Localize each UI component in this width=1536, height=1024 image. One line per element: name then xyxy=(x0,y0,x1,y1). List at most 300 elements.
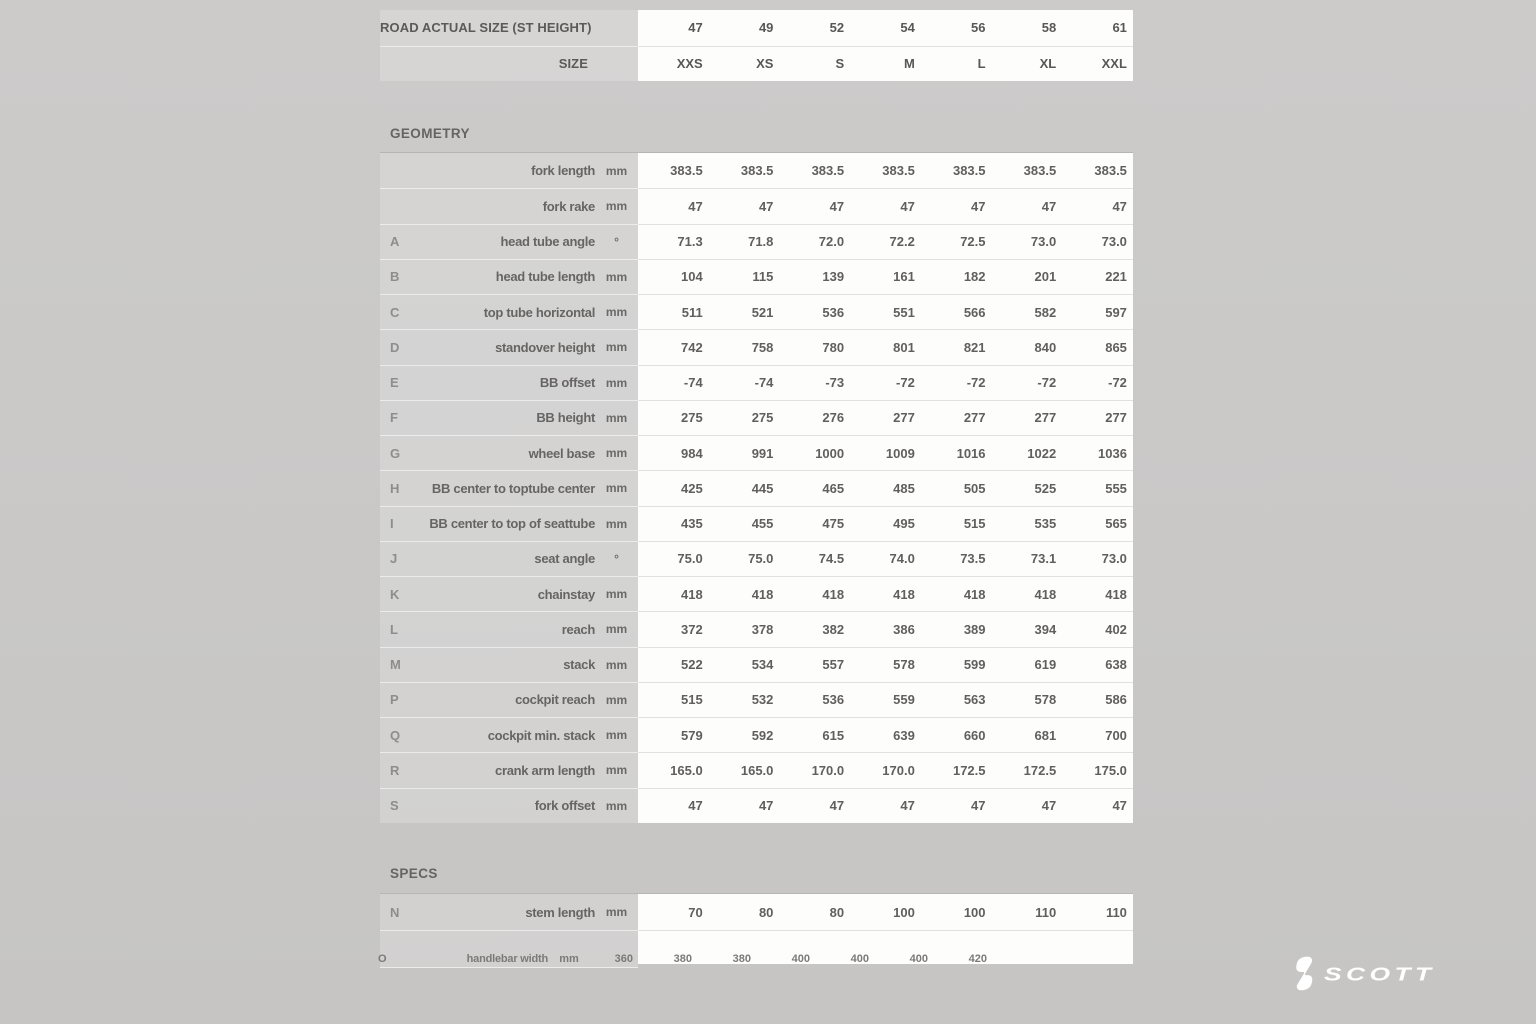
cell-value: L xyxy=(977,56,986,72)
cell-value: -74 xyxy=(754,375,774,391)
cell-value: 275 xyxy=(681,410,703,426)
row-letter: I xyxy=(390,516,394,532)
cell-value: 61 xyxy=(1112,20,1127,36)
row-unit: mm xyxy=(605,446,628,461)
size-table xyxy=(380,10,1133,81)
cell-value: 47 xyxy=(688,198,703,214)
row-values-zone xyxy=(638,752,1133,787)
scott-s-icon xyxy=(1294,956,1315,993)
cell-value: 73.0 xyxy=(1101,234,1127,250)
cell-value: 383.5 xyxy=(811,163,845,179)
row-values-zone xyxy=(638,259,1133,294)
cell-value: 110 xyxy=(1105,904,1127,920)
cell-value: 555 xyxy=(1105,480,1127,496)
row-letter: A xyxy=(390,234,400,250)
cell-value: 172.5 xyxy=(1023,762,1057,778)
row-letter: R xyxy=(390,762,400,778)
cell-value: 54 xyxy=(900,20,915,36)
table-row xyxy=(380,647,1133,682)
specs-table xyxy=(380,893,1133,964)
cell-value: 418 xyxy=(681,586,703,602)
cell-value: 165.0 xyxy=(740,762,774,778)
cell-value: 72.5 xyxy=(960,234,986,250)
cell-value: 475 xyxy=(822,516,845,532)
row-name: standover height xyxy=(495,339,595,355)
cell-value: 536 xyxy=(822,692,845,708)
row-letter: H xyxy=(390,480,400,496)
row-letter: F xyxy=(390,410,398,426)
cell-value: 865 xyxy=(1105,339,1127,355)
cell-value: 563 xyxy=(963,692,986,708)
row-letter: P xyxy=(390,692,399,708)
cell-value: 495 xyxy=(893,516,915,532)
cell-value: 47 xyxy=(829,798,845,814)
cell-value: 660 xyxy=(963,727,986,743)
cell-value: 455 xyxy=(751,516,774,532)
row-label-zone xyxy=(380,894,638,930)
cell-value: 551 xyxy=(893,304,915,320)
cell-value: 639 xyxy=(893,727,915,743)
cell-value: 505 xyxy=(963,480,986,496)
cell-value: 170.0 xyxy=(811,762,845,778)
cell-value: 536 xyxy=(822,304,845,320)
cell-value: 418 xyxy=(1105,586,1127,602)
table-row xyxy=(380,400,1133,435)
cell-value: 566 xyxy=(963,304,986,320)
cell-value: 115 xyxy=(752,269,774,285)
cell-value: 47 xyxy=(1112,798,1127,814)
row-values-zone xyxy=(638,188,1133,223)
scott-logo-text: SCOTT xyxy=(1324,963,1436,985)
cell-value: 74.0 xyxy=(889,551,915,567)
cell-value: 511 xyxy=(681,304,703,320)
cell-value: 221 xyxy=(1105,269,1127,285)
row-label-zone xyxy=(380,294,638,329)
row-label: ROAD ACTUAL SIZE (ST HEIGHT) xyxy=(380,20,592,36)
cell-value: 47 xyxy=(829,198,845,214)
row-name: BB height xyxy=(536,410,595,426)
cell-value: 47 xyxy=(758,798,774,814)
scott-logo xyxy=(1294,956,1436,993)
cell-value: 418 xyxy=(822,586,845,602)
cell-value: 425 xyxy=(681,480,703,496)
table-row xyxy=(380,10,1133,46)
table-row xyxy=(380,365,1133,400)
row-label-zone xyxy=(380,470,638,505)
table-row xyxy=(380,752,1133,787)
cell-value: -73 xyxy=(825,375,845,391)
cell-value: 586 xyxy=(1105,692,1127,708)
cell-value: 71.8 xyxy=(748,234,774,250)
row-label: SIZE xyxy=(558,56,588,72)
row-unit: mm xyxy=(605,905,628,919)
cell-value: 1036 xyxy=(1098,445,1127,461)
row-values-zone xyxy=(638,329,1133,364)
row-unit: mm xyxy=(605,481,628,496)
cell-value: 80 xyxy=(829,904,845,920)
row-unit: ° xyxy=(614,234,619,249)
cell-value: 565 xyxy=(1105,516,1127,532)
row-unit: mm xyxy=(605,410,628,425)
row-name: cockpit reach xyxy=(515,692,595,708)
cell-value: 276 xyxy=(822,410,845,426)
cell-value: 400 xyxy=(791,953,810,965)
cell-value: 615 xyxy=(822,727,845,743)
table-row xyxy=(380,506,1133,541)
cell-value: 47 xyxy=(688,20,703,36)
cell-value: XXS xyxy=(676,56,703,72)
row-unit: mm xyxy=(605,728,628,743)
row-values-zone xyxy=(638,46,1133,82)
cell-value: 386 xyxy=(893,621,915,637)
row-name: top tube horizontal xyxy=(483,304,595,320)
row-name: wheel base xyxy=(528,445,595,461)
cell-value: 559 xyxy=(893,692,915,708)
row-label-zone xyxy=(380,329,638,364)
cell-value: 73.1 xyxy=(1030,551,1057,567)
cell-value: 73.0 xyxy=(1101,551,1127,567)
cell-value: 73.0 xyxy=(1030,234,1057,250)
row-values-zone xyxy=(638,435,1133,470)
row-label-zone xyxy=(380,682,638,717)
cell-value: 72.2 xyxy=(889,234,915,250)
cell-value: 383.5 xyxy=(1094,163,1127,179)
row-unit: mm xyxy=(605,269,628,284)
row-letter: Q xyxy=(390,727,401,743)
cell-value: 532 xyxy=(751,692,774,708)
cell-value: 165.0 xyxy=(670,762,703,778)
cell-value: 579 xyxy=(681,727,703,743)
row-values-zone xyxy=(638,400,1133,435)
row-values-zone xyxy=(638,611,1133,646)
cell-value: 47 xyxy=(971,798,986,814)
cell-value: -72 xyxy=(966,375,986,391)
cell-value: 1000 xyxy=(815,445,845,461)
cell-value: XL xyxy=(1039,56,1057,72)
cell-value: 52 xyxy=(829,20,845,36)
cell-value: 47 xyxy=(1041,798,1057,814)
cell-value: 742 xyxy=(681,339,703,355)
geometry-section-title: GEOMETRY xyxy=(390,126,470,141)
cell-value: 380 xyxy=(673,953,692,965)
cell-value: 597 xyxy=(1105,304,1127,320)
cell-value: 175.0 xyxy=(1094,762,1127,778)
cell-value: 275 xyxy=(751,410,774,426)
cell-value: 638 xyxy=(1105,657,1127,673)
row-unit: mm xyxy=(605,516,628,531)
row-unit: mm xyxy=(605,622,628,637)
cell-value: 400 xyxy=(850,953,869,965)
row-values-zone xyxy=(638,224,1133,259)
row-letter: M xyxy=(390,657,401,673)
cell-value: 170.0 xyxy=(882,762,915,778)
row-label-zone xyxy=(380,46,638,82)
cell-value: 582 xyxy=(1034,304,1057,320)
cell-value: 378 xyxy=(751,621,774,637)
table-row xyxy=(380,435,1133,470)
row-unit: mm xyxy=(605,340,628,355)
cell-value: 47 xyxy=(971,198,986,214)
row-values-zone xyxy=(638,717,1133,752)
cell-value: 681 xyxy=(1034,727,1057,743)
row-label-zone xyxy=(380,435,638,470)
cell-value: 74.5 xyxy=(818,551,845,567)
row-name: fork length xyxy=(531,163,595,179)
cell-value: 534 xyxy=(751,657,774,673)
row-unit: mm xyxy=(605,763,628,778)
row-unit: mm xyxy=(605,587,628,602)
row-name: handlebar width xyxy=(466,953,548,965)
row-values-zone xyxy=(638,576,1133,611)
table-row xyxy=(380,224,1133,259)
row-unit: mm xyxy=(559,953,579,965)
cell-value: 75.0 xyxy=(677,551,703,567)
table-row xyxy=(380,788,1133,823)
cell-value: 418 xyxy=(893,586,915,602)
cell-value: 49 xyxy=(758,20,774,36)
table-row xyxy=(380,46,1133,82)
row-label-zone xyxy=(380,365,638,400)
cell-value: 382 xyxy=(822,621,845,637)
row-name: crank arm length xyxy=(495,762,595,778)
cell-value: 801 xyxy=(893,339,915,355)
cell-value: 535 xyxy=(1034,516,1057,532)
row-values-zone xyxy=(638,647,1133,682)
cell-value: 360 xyxy=(614,953,633,965)
cell-value: 465 xyxy=(822,480,845,496)
row-label-zone xyxy=(380,400,638,435)
cell-value: 58 xyxy=(1041,20,1057,36)
cell-value: 578 xyxy=(1034,692,1057,708)
cell-value: XXL xyxy=(1101,56,1127,72)
cell-value: 599 xyxy=(963,657,986,673)
cell-value: 277 xyxy=(963,410,986,426)
row-label-zone xyxy=(380,506,638,541)
cell-value: 182 xyxy=(963,269,986,285)
cell-value: 383.5 xyxy=(740,163,774,179)
cell-value: 418 xyxy=(751,586,774,602)
row-letter: S xyxy=(390,798,399,814)
row-values-zone xyxy=(638,506,1133,541)
row-unit: ° xyxy=(614,551,619,566)
row-values-zone xyxy=(638,470,1133,505)
row-letter: O xyxy=(378,953,387,965)
table-row xyxy=(380,153,1133,188)
row-values-zone xyxy=(614,930,1133,965)
row-unit: mm xyxy=(605,657,628,672)
row-unit: mm xyxy=(605,199,628,214)
row-letter: N xyxy=(390,904,400,920)
row-label-zone xyxy=(380,576,638,611)
cell-value: 984 xyxy=(681,445,703,461)
cell-value: 47 xyxy=(1041,198,1057,214)
cell-value: 72.0 xyxy=(818,234,845,250)
cell-value: 418 xyxy=(963,586,986,602)
row-name: fork rake xyxy=(542,198,595,214)
row-letter: E xyxy=(390,375,399,391)
row-unit: mm xyxy=(605,798,628,813)
row-name: stack xyxy=(563,657,595,673)
cell-value: -72 xyxy=(1037,375,1057,391)
row-name: BB center to toptube center xyxy=(431,480,595,496)
row-label-tail xyxy=(380,964,638,968)
row-name: fork offset xyxy=(534,798,595,814)
cell-value: 420 xyxy=(968,953,987,965)
table-row xyxy=(380,329,1133,364)
table-row xyxy=(380,259,1133,294)
cell-value: 619 xyxy=(1034,657,1057,673)
table-row xyxy=(380,930,1133,964)
row-values-zone xyxy=(638,10,1133,46)
cell-value: 47 xyxy=(688,798,703,814)
table-row xyxy=(380,576,1133,611)
row-name: chainstay xyxy=(537,586,595,602)
cell-value: 380 xyxy=(732,953,751,965)
row-unit: mm xyxy=(605,692,628,707)
cell-value: XS xyxy=(756,56,774,72)
cell-value: 402 xyxy=(1105,621,1127,637)
cell-value: 383.5 xyxy=(1023,163,1057,179)
cell-value: 840 xyxy=(1034,339,1057,355)
table-row xyxy=(380,470,1133,505)
row-name: head tube length xyxy=(495,269,595,285)
table-row xyxy=(380,294,1133,329)
cell-value: 47 xyxy=(1112,198,1127,214)
row-label-zone xyxy=(380,541,638,576)
cell-value: 592 xyxy=(751,727,774,743)
cell-value: 578 xyxy=(893,657,915,673)
row-name: BB center to top of seattube xyxy=(429,516,595,532)
cell-value: 400 xyxy=(909,953,928,965)
cell-value: 73.5 xyxy=(960,551,986,567)
row-name: BB offset xyxy=(539,375,595,391)
cell-value: 445 xyxy=(751,480,774,496)
cell-value: 80 xyxy=(758,904,774,920)
cell-value: 389 xyxy=(963,621,986,637)
row-label-zone xyxy=(380,10,638,46)
row-label-zone xyxy=(380,259,638,294)
cell-value: 277 xyxy=(893,410,915,426)
cell-value: 991 xyxy=(751,445,774,461)
cell-value: 100 xyxy=(963,904,986,920)
row-letter: L xyxy=(390,621,398,637)
cell-value: 435 xyxy=(681,516,703,532)
row-label-zone xyxy=(380,647,638,682)
row-values-zone xyxy=(638,788,1133,823)
row-name: stem length xyxy=(525,904,595,920)
cell-value: 75.0 xyxy=(748,551,774,567)
table-row xyxy=(380,541,1133,576)
row-letter: B xyxy=(390,269,400,285)
row-label-zone xyxy=(380,611,638,646)
cell-value: 394 xyxy=(1034,621,1057,637)
cell-value: 383.5 xyxy=(882,163,915,179)
table-row xyxy=(380,717,1133,752)
cell-value: 383.5 xyxy=(670,163,703,179)
cell-value: -74 xyxy=(683,375,703,391)
cell-value: 47 xyxy=(900,798,915,814)
row-values-zone xyxy=(638,682,1133,717)
table-row xyxy=(380,611,1133,646)
row-values-zone xyxy=(638,365,1133,400)
cell-value: 515 xyxy=(963,516,986,532)
row-letter: D xyxy=(390,339,400,355)
cell-value: 485 xyxy=(893,480,915,496)
cell-value: 1009 xyxy=(885,445,915,461)
cell-value: 139 xyxy=(822,269,845,285)
geometry-table xyxy=(380,152,1133,823)
cell-value: 1016 xyxy=(956,445,986,461)
cell-value: 47 xyxy=(900,198,915,214)
cell-value: 557 xyxy=(822,657,845,673)
cell-value: 1022 xyxy=(1027,445,1057,461)
row-letter: C xyxy=(390,304,400,320)
cell-value: 515 xyxy=(681,692,703,708)
cell-value: 372 xyxy=(681,621,703,637)
row-label-zone xyxy=(380,752,638,787)
row-letter: G xyxy=(390,445,401,461)
cell-value: 821 xyxy=(963,339,986,355)
specs-section-title: SPECS xyxy=(390,866,438,881)
row-letter: J xyxy=(390,551,398,567)
row-unit: mm xyxy=(605,305,628,320)
cell-value: 47 xyxy=(758,198,774,214)
row-unit: mm xyxy=(605,163,628,178)
cell-value: 522 xyxy=(681,657,703,673)
cell-value: 525 xyxy=(1034,480,1057,496)
cell-value: 172.5 xyxy=(952,762,986,778)
row-label-zone xyxy=(380,717,638,752)
cell-value: S xyxy=(835,56,845,72)
row-values-zone xyxy=(638,541,1133,576)
row-label-zone xyxy=(380,188,638,223)
cell-value: -72 xyxy=(1108,375,1127,391)
table-row xyxy=(380,894,1133,930)
row-unit: mm xyxy=(605,375,628,390)
row-name: head tube angle xyxy=(500,234,595,250)
row-values-zone xyxy=(638,294,1133,329)
row-label-zone xyxy=(380,224,638,259)
cell-value: 161 xyxy=(893,269,915,285)
row-values-zone xyxy=(638,153,1133,188)
cell-value: 521 xyxy=(751,304,774,320)
cell-value: 71.3 xyxy=(677,234,703,250)
row-values-zone xyxy=(638,894,1133,930)
cell-value: 100 xyxy=(893,904,915,920)
cell-value: 104 xyxy=(681,269,703,285)
cell-value: -72 xyxy=(896,375,915,391)
cell-value: 70 xyxy=(688,904,703,920)
row-label-zone xyxy=(380,788,638,823)
cell-value: 383.5 xyxy=(952,163,986,179)
cell-value: 418 xyxy=(1034,586,1057,602)
row-label-zone xyxy=(380,153,638,188)
row-name: reach xyxy=(561,621,595,637)
cell-value: 277 xyxy=(1105,410,1127,426)
cell-value: 110 xyxy=(1035,904,1057,920)
cell-value: 700 xyxy=(1105,727,1127,743)
cell-value: 201 xyxy=(1034,269,1057,285)
cell-value: 56 xyxy=(971,20,986,36)
cell-value: 277 xyxy=(1034,410,1057,426)
table-row xyxy=(380,682,1133,717)
row-letter: K xyxy=(390,586,400,602)
cell-value: 758 xyxy=(751,339,774,355)
row-name: seat angle xyxy=(534,551,595,567)
cell-value: M xyxy=(903,56,915,72)
cell-value: 780 xyxy=(822,339,845,355)
table-row xyxy=(380,188,1133,223)
